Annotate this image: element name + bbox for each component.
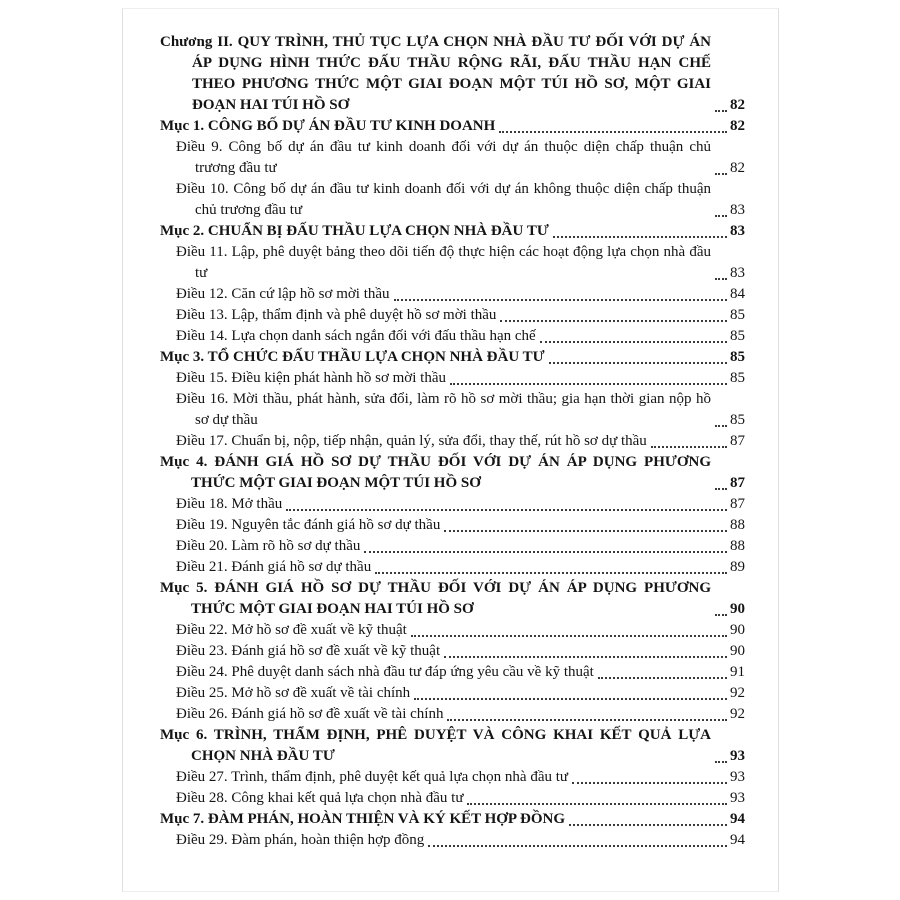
dot-leader (540, 341, 727, 343)
toc-entry-text: Điều 25. Mở hồ sơ đề xuất về tài chính (176, 685, 411, 701)
toc-entry-text: Điều 29. Đàm phán, hoàn thiện hợp đồng (176, 832, 425, 848)
toc-entry (160, 347, 745, 368)
dot-leader (715, 761, 727, 763)
dot-leader (444, 530, 727, 532)
toc-entry-text: Điều 26. Đánh giá hồ sơ đề xuất về tài chính (176, 706, 444, 722)
toc-page-number: 89 (730, 559, 745, 575)
dot-leader (549, 362, 727, 364)
toc-entry (176, 641, 745, 662)
dot-leader (467, 803, 727, 805)
dot-leader (572, 782, 727, 784)
toc-page-number: 84 (730, 286, 745, 302)
toc-entry-text: Điều 17. Chuẩn bị, nộp, tiếp nhận, quản lý, sửa đổi, thay thế, rút hồ sơ dự thầu (176, 433, 647, 449)
toc-entry (160, 221, 745, 242)
dot-leader (715, 110, 727, 112)
toc-page-number: 85 (730, 328, 745, 344)
toc-entry (160, 725, 745, 767)
toc-entry-text: Điều 11. Lập, phê duyệt bảng theo dõi tiến độ thực hiện các hoạt động lựa chọn nhà đầu tư (176, 244, 711, 281)
dot-leader (651, 446, 727, 448)
toc-entry-text: Điều 22. Mở hồ sơ đề xuất về kỹ thuật (176, 622, 407, 638)
dot-leader (715, 173, 727, 175)
toc-page-number: 91 (730, 664, 745, 680)
toc-entry-text: Điều 18. Mở thầu (176, 496, 283, 512)
toc-entry-text: Điều 10. Công bố dự án đầu tư kinh doanh đối với dự án không thuộc diện chấp thuận chủ trương đầu tư (176, 181, 711, 218)
toc-entry (176, 704, 745, 725)
toc-entry-text: Điều 15. Điều kiện phát hành hồ sơ mời thầu (176, 370, 446, 386)
toc-entry (176, 368, 745, 389)
toc-entry (176, 326, 745, 347)
toc-page-number: 85 (730, 412, 745, 428)
dot-leader (715, 425, 727, 427)
toc-entry (176, 494, 745, 515)
toc-page-number: 82 (730, 118, 745, 134)
toc-page-number: 83 (730, 265, 745, 281)
toc-page-number: 88 (730, 517, 745, 533)
dot-leader (447, 719, 727, 721)
toc-entry-text: Chương II. QUY TRÌNH, THỦ TỤC LỰA CHỌN NHÀ ĐẦU TƯ ĐỐI VỚI DỰ ÁN ÁP DỤNG HÌNH THỨC ĐẤU THẦU RỘNG RÃI, ĐẤU THẦU HẠN CHẾ THEO PHƯƠNG THỨC MỘT GIAI ĐOẠN MỘT TÚI HỒ SƠ, MỘT GIAI ĐOẠN HAI TÚI HỒ SƠ (160, 34, 711, 113)
toc-entry-text: Mục 6. TRÌNH, THẨM ĐỊNH, PHÊ DUYỆT VÀ CÔNG KHAI KẾT QUẢ LỰA CHỌN NHÀ ĐẦU TƯ (160, 727, 711, 764)
toc-entry (176, 389, 745, 431)
book-page (122, 8, 779, 892)
toc-page-number: 82 (730, 97, 745, 113)
toc-entry-text: Điều 13. Lập, thẩm định và phê duyệt hồ sơ mời thầu (176, 307, 497, 323)
toc-page-number: 87 (730, 433, 745, 449)
dot-leader (411, 635, 727, 637)
toc-entry (176, 536, 745, 557)
toc-page-number: 93 (730, 748, 745, 764)
toc-entry-text: Điều 28. Công khai kết quả lựa chọn nhà đầu tư (176, 790, 464, 806)
toc-entry (176, 767, 745, 788)
toc-entry-text: Điều 9. Công bố dự án đầu tư kinh doanh đối với dự án thuộc diện chấp thuận chủ trương đầu tư (176, 139, 711, 176)
dot-leader (428, 845, 727, 847)
dot-leader (715, 278, 727, 280)
dot-leader (444, 656, 727, 658)
toc-page-number: 92 (730, 706, 745, 722)
toc-entry (160, 452, 745, 494)
toc-entry (176, 830, 745, 851)
toc-entry (176, 179, 745, 221)
toc-page-number: 87 (730, 475, 745, 491)
toc-entry-text: Điều 19. Nguyên tắc đánh giá hồ sơ dự thầu (176, 517, 441, 533)
toc-entry (176, 662, 745, 683)
toc-entry-text: Điều 21. Đánh giá hồ sơ dự thầu (176, 559, 372, 575)
toc-page-number: 94 (730, 811, 745, 827)
toc-entry (176, 683, 745, 704)
toc-entry-text: Mục 2. CHUẨN BỊ ĐẤU THẦU LỰA CHỌN NHÀ ĐẦU TƯ (160, 223, 549, 239)
toc-entry-text: Điều 24. Phê duyệt danh sách nhà đầu tư đáp ứng yêu cầu về kỹ thuật (176, 664, 594, 680)
dot-leader (394, 299, 727, 301)
dot-leader (450, 383, 727, 385)
toc-entry (176, 788, 745, 809)
toc-entry-text: Mục 7. ĐÀM PHÁN, HOÀN THIỆN VÀ KÝ KẾT HỢP ĐỒNG (160, 811, 566, 827)
toc-entry (160, 578, 745, 620)
toc-entry (160, 809, 745, 830)
toc-page-number: 85 (730, 307, 745, 323)
toc-entry (176, 620, 745, 641)
toc-page-number: 85 (730, 370, 745, 386)
toc-entry (176, 557, 745, 578)
toc-page-number: 90 (730, 643, 745, 659)
toc-page-number: 90 (730, 601, 745, 617)
toc-entry-text: Mục 4. ĐÁNH GIÁ HỒ SƠ DỰ THẦU ĐỐI VỚI DỰ ÁN ÁP DỤNG PHƯƠNG THỨC MỘT GIAI ĐOẠN MỘT TÚI HỒ SƠ (160, 454, 711, 491)
toc-entry-text: Mục 5. ĐÁNH GIÁ HỒ SƠ DỰ THẦU ĐỐI VỚI DỰ ÁN ÁP DỤNG PHƯƠNG THỨC MỘT GIAI ĐOẠN HAI TÚI HỒ SƠ (160, 580, 711, 617)
dot-leader (499, 131, 727, 133)
toc-page-number: 83 (730, 223, 745, 239)
dot-leader (553, 236, 727, 238)
dot-leader (715, 488, 727, 490)
dot-leader (715, 215, 727, 217)
toc-page-number: 83 (730, 202, 745, 218)
dot-leader (569, 824, 727, 826)
toc-entry-text: Mục 1. CÔNG BỐ DỰ ÁN ĐẦU TƯ KINH DOANH (160, 118, 496, 134)
toc-page-number: 94 (730, 832, 745, 848)
toc-entry-text: Điều 14. Lựa chọn danh sách ngắn đối với đấu thầu hạn chế (176, 328, 536, 344)
toc-page-number: 93 (730, 769, 745, 785)
toc-entry-text: Điều 27. Trình, thẩm định, phê duyệt kết quả lựa chọn nhà đầu tư (176, 769, 569, 785)
toc-page-number: 92 (730, 685, 745, 701)
toc-entry-text: Điều 12. Căn cứ lập hồ sơ mời thầu (176, 286, 390, 302)
table-of-contents (160, 32, 745, 851)
toc-entry (176, 284, 745, 305)
dot-leader (500, 320, 727, 322)
toc-page-number: 82 (730, 160, 745, 176)
toc-page-number: 85 (730, 349, 745, 365)
dot-leader (414, 698, 727, 700)
toc-entry (160, 116, 745, 137)
toc-entry (176, 137, 745, 179)
dot-leader (364, 551, 727, 553)
toc-entry (176, 242, 745, 284)
toc-page-number: 88 (730, 538, 745, 554)
toc-entry (176, 515, 745, 536)
toc-entry (176, 431, 745, 452)
toc-entry (160, 32, 745, 116)
toc-page-number: 90 (730, 622, 745, 638)
toc-page-number: 87 (730, 496, 745, 512)
dot-leader (598, 677, 727, 679)
toc-entry-text: Điều 20. Làm rõ hồ sơ dự thầu (176, 538, 361, 554)
dot-leader (715, 614, 727, 616)
dot-leader (286, 509, 727, 511)
toc-page-number: 93 (730, 790, 745, 806)
toc-entry-text: Điều 16. Mời thầu, phát hành, sửa đổi, làm rõ hồ sơ mời thầu; gia hạn thời gian nộp hồ sơ dự thầu (176, 391, 711, 428)
toc-entry-text: Điều 23. Đánh giá hồ sơ đề xuất về kỹ thuật (176, 643, 441, 659)
toc-entry (176, 305, 745, 326)
toc-entry-text: Mục 3. TỔ CHỨC ĐẤU THẦU LỰA CHỌN NHÀ ĐẦU TƯ (160, 349, 545, 365)
dot-leader (375, 572, 727, 574)
